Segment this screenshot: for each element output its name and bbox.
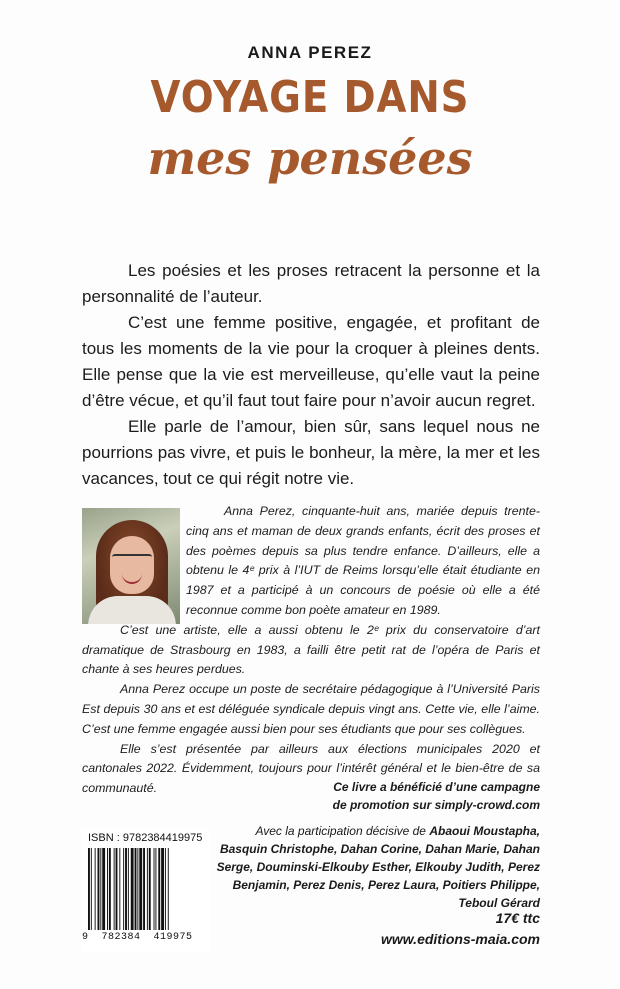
- price: 17€ ttc: [495, 910, 540, 926]
- book-title-line2: mes pensées: [147, 131, 473, 185]
- isbn-label: ISBN : 9782384419975: [88, 832, 203, 844]
- bio-paragraph: Anna Perez, cinquante-huit ans, mariée depuis trente-cinq ans et maman de deux grands enfants, écrit des proses et des poèmes depuis sa plus tendre enfance. D’ailleurs, elle a obtenu le 4ᵉ prix à l’IUT de Reims lorsqu’elle était étudiante en 1987 et a participé à un concours de poésie où elle a été reconnue comme bon poète amateur en 1989.: [186, 504, 540, 617]
- summary-paragraph: Elle parle de l’amour, bien sûr, sans lequel nous ne pourrions pas vivre, et puis le bonheur, la mère, la mer et les vacances, tout ce qui régit notre vie.: [82, 417, 540, 488]
- contributors-names: Abaoui Moustapha, Basquin Christophe, Dahan Corine, Dahan Marie, Dahan Serge, Douminski-Elkouby Esther, Elkouby Judith, Perez Benjamin, Perez Denis, Perez Laura, Poitiers Philippe, Teboul Gérard: [216, 824, 540, 910]
- contributors-note: [210, 822, 540, 912]
- bio-paragraph: C’est une artiste, elle a aussi obtenu le 2ᵉ prix du conservatoire d’art dramatique de Strasbourg en 1983, a failli être petit rat de l’opéra de Paris et chante à ses heures perdues.: [82, 622, 540, 677]
- barcode-digits: 9 782384 419975: [82, 932, 193, 943]
- promotion-note: [333, 778, 540, 814]
- contributors-intro: Avec la participation décisive de: [255, 824, 426, 838]
- summary-paragraph: Les poésies et les proses retracent la personne et la personnalité de l’auteur.: [82, 261, 540, 306]
- isbn-barcode: [82, 828, 210, 952]
- publisher-website: www.editions-maia.com: [381, 931, 540, 947]
- author-biography: [82, 502, 540, 799]
- promotion-line2: de promotion sur simply-crowd.com: [332, 798, 540, 812]
- summary-paragraph: C’est une femme positive, engagée, et profitant de tous les moments de la vie pour la croquer à pleines dents. Elle pense que la vie est merveilleuse, qu’elle vaut la peine d’être vécue, et qu’il faut tout faire pour n’avoir aucun regret.: [82, 313, 540, 410]
- bio-paragraph: Anna Perez occupe un poste de secrétaire pédagogique à l’Université Paris Est depuis 30 ans et est déléguée syndicale depuis vingt ans. Cette vie, elle l’aime. C’est une femme engagée aussi bien pour ses étudiants que pour ses collègues.: [82, 682, 540, 736]
- bio-paragraph: Elle s’est présentée par ailleurs aux élections municipales 2020 et cantonales 2022. Évidemment, toujours pour l’intérêt général et le bien-être de sa communauté.: [82, 741, 540, 796]
- barcode-bars: [88, 848, 206, 930]
- promotion-line1: Ce livre a bénéficié d’une campagne: [333, 780, 540, 794]
- author-name: ANNA PEREZ: [247, 43, 373, 62]
- book-summary: [82, 258, 540, 492]
- book-title-line1: VOYAGE DANS: [150, 72, 470, 123]
